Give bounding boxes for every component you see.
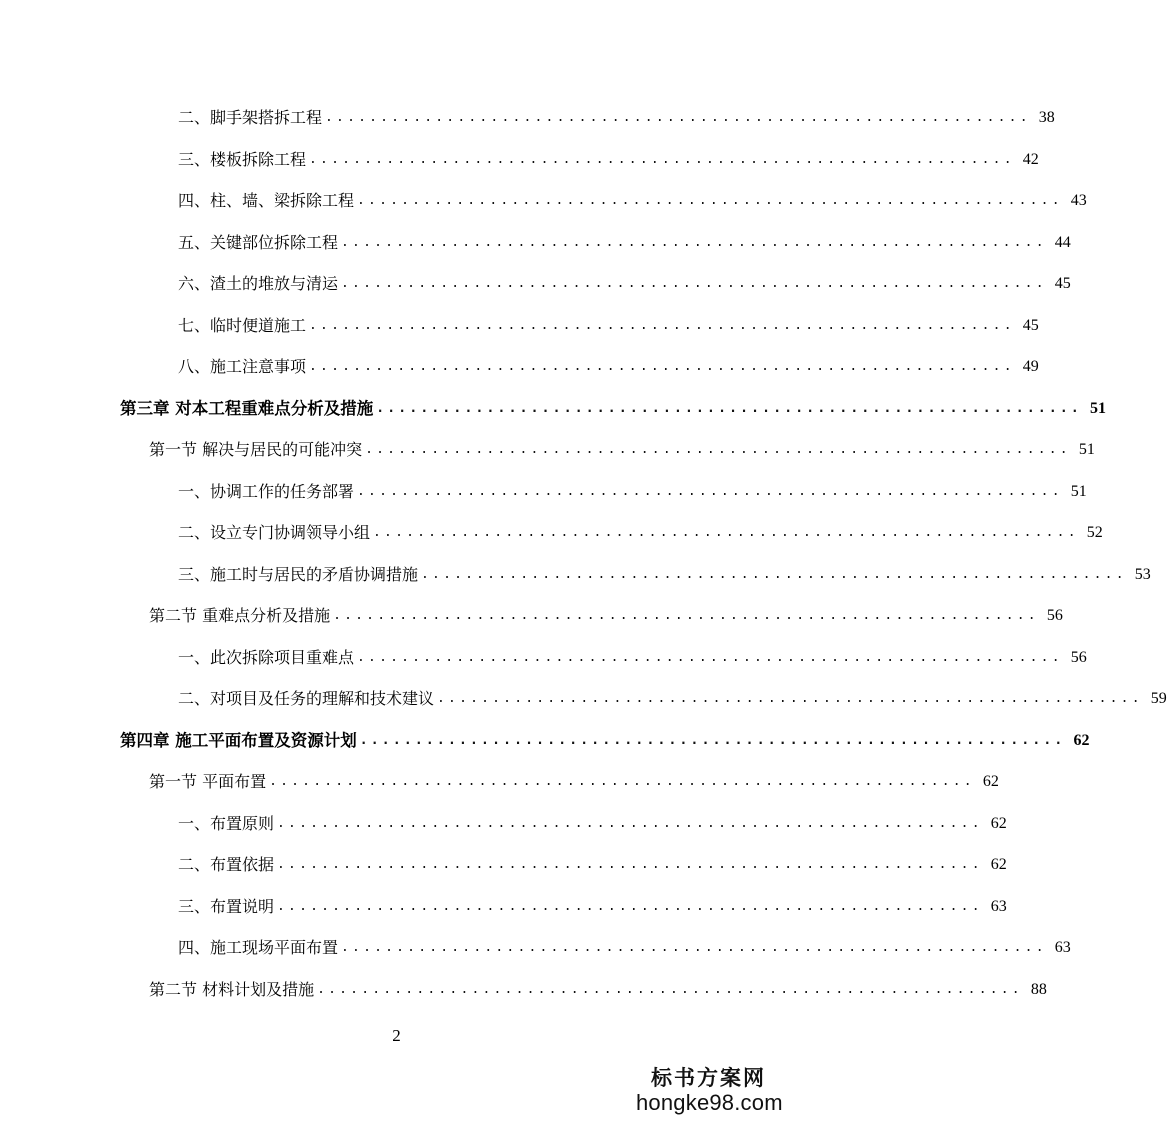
toc-entry-title: 七、临时便道施工 xyxy=(178,316,307,335)
toc-entry[interactable] xyxy=(178,187,1087,211)
toc-entry-page: 62 xyxy=(990,856,1007,873)
toc-entry-title: 二、布置依据 xyxy=(178,855,275,874)
toc-entry-page: 45 xyxy=(1022,317,1039,334)
toc-entry[interactable] xyxy=(178,270,1071,294)
toc-entry[interactable] xyxy=(178,561,1151,585)
dot-leader: ................................................................ xyxy=(309,152,1015,167)
toc-entry-title: 五、关键部位拆除工程 xyxy=(178,233,339,252)
watermark-site-name: 标书方案网 xyxy=(651,1065,766,1090)
dot-leader: ................................................................ xyxy=(437,691,1143,706)
dot-leader: ................................................................ xyxy=(357,484,1063,499)
toc-entry[interactable] xyxy=(178,229,1071,253)
toc-entry[interactable] xyxy=(178,644,1087,668)
toc-entry-page: 59 xyxy=(1150,690,1167,707)
toc-entry-page: 56 xyxy=(1046,607,1063,624)
toc-entry[interactable] xyxy=(178,146,1039,170)
toc-section-title: 第一节 解决与居民的可能冲突 xyxy=(149,440,363,459)
toc-entry-title: 三、楼板拆除工程 xyxy=(178,150,307,169)
dot-leader: ................................................................ xyxy=(325,110,1031,125)
toc-entry-page: 62 xyxy=(990,815,1007,832)
toc-section-title: 第二节 重难点分析及措施 xyxy=(149,606,331,625)
toc-entry[interactable] xyxy=(178,104,1055,128)
toc-entry[interactable] xyxy=(178,478,1087,502)
dot-leader: ................................................................ xyxy=(309,359,1015,374)
dot-leader: ................................................................ xyxy=(341,276,1047,291)
dot-leader: ................................................................ xyxy=(269,774,975,789)
dot-leader: ................................................................ xyxy=(309,318,1015,333)
toc-entry-title: 一、协调工作的任务部署 xyxy=(178,482,355,501)
toc-entry-page: 62 xyxy=(982,773,999,790)
toc-section-title: 第二节 材料计划及措施 xyxy=(149,980,315,999)
toc-entry-page: 44 xyxy=(1054,234,1071,251)
toc-entry[interactable] xyxy=(178,893,1007,917)
toc-entry[interactable] xyxy=(178,353,1039,377)
toc-section-entry[interactable] xyxy=(149,768,999,792)
toc-entry[interactable] xyxy=(178,519,1103,543)
watermark xyxy=(636,1066,781,1116)
toc-chapter-title: 第四章 施工平面布置及资源计划 xyxy=(120,731,357,750)
toc-entry-page: 42 xyxy=(1022,151,1039,168)
toc-section-entry[interactable] xyxy=(149,976,1047,1000)
watermark-url: hongke98.com xyxy=(636,1090,783,1115)
toc-entry-title: 三、施工时与居民的矛盾协调措施 xyxy=(178,565,419,584)
toc-entry-page: 38 xyxy=(1038,109,1055,126)
page-number: 2 xyxy=(392,1026,401,1045)
toc-entry-page: 51 xyxy=(1078,441,1095,458)
toc-entry-page: 52 xyxy=(1086,524,1103,541)
toc-entry-page: 62 xyxy=(1073,732,1090,749)
dot-leader: ................................................................ xyxy=(376,401,1082,416)
dot-leader: ................................................................ xyxy=(357,650,1063,665)
toc-section-entry[interactable] xyxy=(149,436,1095,460)
dot-leader: ................................................................ xyxy=(341,235,1047,250)
toc-chapter-entry[interactable] xyxy=(120,727,1090,751)
dot-leader: ................................................................ xyxy=(357,193,1063,208)
toc-entry-page: 51 xyxy=(1089,400,1106,417)
dot-leader: ................................................................ xyxy=(277,899,983,914)
toc-entry[interactable] xyxy=(178,685,1167,709)
toc-entry-title: 一、布置原则 xyxy=(178,814,275,833)
dot-leader: ................................................................ xyxy=(333,608,1039,623)
dot-leader: ................................................................ xyxy=(341,940,1047,955)
dot-leader: ................................................................ xyxy=(365,442,1071,457)
toc-chapter-entry[interactable] xyxy=(120,395,1106,419)
toc-entry-page: 88 xyxy=(1030,981,1047,998)
toc-entry-title: 八、施工注意事项 xyxy=(178,357,307,376)
dot-leader: ................................................................ xyxy=(317,982,1023,997)
toc-entry-page: 51 xyxy=(1070,483,1087,500)
toc-entry[interactable] xyxy=(178,851,1007,875)
toc-entry[interactable] xyxy=(178,312,1039,336)
toc-entry-page: 63 xyxy=(990,898,1007,915)
toc-entry[interactable] xyxy=(178,810,1007,834)
toc-entry[interactable] xyxy=(178,934,1071,958)
toc-section-title: 第一节 平面布置 xyxy=(149,772,267,791)
toc-entry-title: 四、柱、墙、梁拆除工程 xyxy=(178,191,355,210)
dot-leader: ................................................................ xyxy=(277,857,983,872)
toc-entry-title: 四、施工现场平面布置 xyxy=(178,938,339,957)
toc-entry-page: 43 xyxy=(1070,192,1087,209)
dot-leader: ................................................................ xyxy=(421,567,1127,582)
dot-leader: ................................................................ xyxy=(277,816,983,831)
toc-entry-page: 56 xyxy=(1070,649,1087,666)
dot-leader: ................................................................ xyxy=(359,733,1066,748)
toc-entry-title: 二、对项目及任务的理解和技术建议 xyxy=(178,689,435,708)
toc-entry-page: 53 xyxy=(1134,566,1151,583)
toc-entry-page: 49 xyxy=(1022,358,1039,375)
toc-entry-title: 六、渣土的堆放与清运 xyxy=(178,274,339,293)
toc-entry-page: 45 xyxy=(1054,275,1071,292)
toc-entry-title: 三、布置说明 xyxy=(178,897,275,916)
toc-entry-title: 一、此次拆除项目重难点 xyxy=(178,648,355,667)
toc-entry-title: 二、设立专门协调领导小组 xyxy=(178,523,371,542)
toc-entry-title: 二、脚手架搭拆工程 xyxy=(178,108,323,127)
toc-entry-page: 63 xyxy=(1054,939,1071,956)
toc-section-entry[interactable] xyxy=(149,602,1063,626)
dot-leader: ................................................................ xyxy=(373,525,1079,540)
toc-chapter-title: 第三章 对本工程重难点分析及措施 xyxy=(120,399,374,418)
